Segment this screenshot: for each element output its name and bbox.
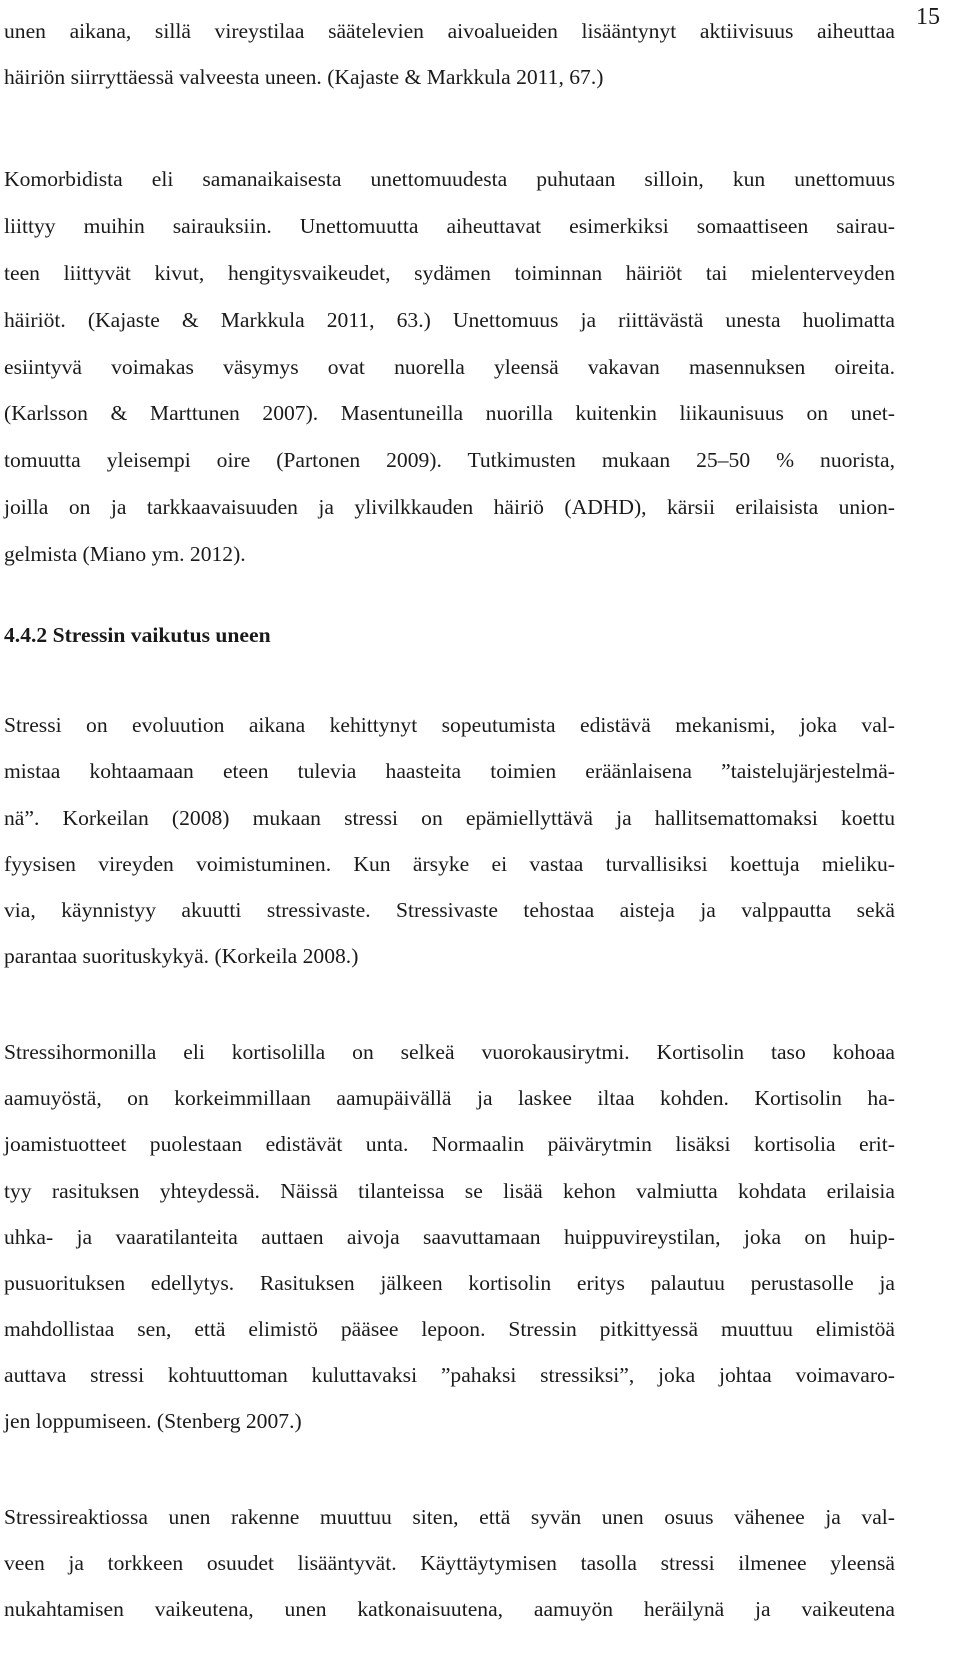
body-line: esiintyvä voimakas väsymys ovat nuorella yleensä vakavan masennuksen oireita. [4, 355, 895, 379]
body-line: auttava stressi kohtuuttoman kuluttavaksi ”pahaksi stressiksi”, joka johtaa voimavaro- [4, 1363, 895, 1387]
body-line: gelmista (Miano ym. 2012). [4, 542, 246, 566]
body-line: Stressireaktiossa unen rakenne muuttuu siten, että syvän unen osuus vähenee ja val- [4, 1505, 895, 1529]
body-line: uhka- ja vaaratilanteita auttaen aivoja saavuttamaan huippuvireystilan, joka on huip- [4, 1225, 895, 1249]
body-line: nä”. Korkeilan (2008) mukaan stressi on epämiellyttävä ja hallitsemattomaksi koettu [4, 806, 895, 830]
body-line: parantaa suorituskykyä. (Korkeila 2008.) [4, 944, 359, 968]
body-line: Stressihormonilla eli kortisolilla on selkeä vuorokausirytmi. Kortisolin taso kohoaa [4, 1040, 895, 1064]
body-line: teen liittyvät kivut, hengitysvaikeudet, sydämen toiminnan häiriöt tai mielenterveyden [4, 261, 895, 285]
body-line: häiriön siirryttäessä valveesta uneen. (Kajaste & Markkula 2011, 67.) [4, 65, 604, 89]
body-line: tyy rasituksen yhteydessä. Näissä tilanteissa se lisää kehon valmiutta kohdata erilaisia [4, 1179, 895, 1203]
body-line: tomuutta yleisempi oire (Partonen 2009). Tutkimusten mukaan 25–50 % nuorista, [4, 448, 895, 472]
body-line: liittyy muihin sairauksiin. Unettomuutta aiheuttavat esimerkiksi somaattiseen sairau- [4, 214, 895, 238]
body-line: jen loppumiseen. (Stenberg 2007.) [4, 1409, 302, 1433]
body-line: aamuyöstä, on korkeimmillaan aamupäivällä ja laskee iltaa kohden. Kortisolin ha- [4, 1086, 895, 1110]
section-heading: 4.4.2 Stressin vaikutus uneen [4, 623, 271, 647]
body-line: Stressi on evoluution aikana kehittynyt sopeutumista edistävä mekanismi, joka val- [4, 713, 895, 737]
body-line: Komorbidista eli samanaikaisesta unettomuudesta puhutaan silloin, kun unettomuus [4, 167, 895, 191]
body-line: joilla on ja tarkkaavaisuuden ja ylivilkkauden häiriö (ADHD), kärsii erilaisista union- [4, 495, 895, 519]
body-line: via, käynnistyy akuutti stressivaste. Stressivaste tehostaa aisteja ja valppautta sekä [4, 898, 895, 922]
page-number: 15 [916, 4, 940, 30]
body-line: veen ja torkkeen osuudet lisääntyvät. Käyttäytymisen tasolla stressi ilmenee yleensä [4, 1551, 895, 1575]
body-line: pusuorituksen edellytys. Rasituksen jälkeen kortisolin eritys palautuu perustasolle ja [4, 1271, 895, 1295]
body-line: mahdollistaa sen, että elimistö pääsee lepoon. Stressin pitkittyessä muuttuu elimistöä [4, 1317, 895, 1341]
body-line: unen aikana, sillä vireystilaa säätelevien aivoalueiden lisääntynyt aktiivisuus aiheuttaa [4, 19, 895, 43]
body-line: nukahtamisen vaikeutena, unen katkonaisuutena, aamuyön heräilynä ja vaikeutena [4, 1597, 895, 1621]
body-line: häiriöt. (Kajaste & Markkula 2011, 63.) Unettomuus ja riittävästä unesta huolimatta [4, 308, 895, 332]
body-line: fyysisen vireyden voimistuminen. Kun ärsyke ei vastaa turvallisiksi koettuja mieliku- [4, 852, 895, 876]
body-line: (Karlsson & Marttunen 2007). Masentuneilla nuorilla kuitenkin liikaunisuus on unet- [4, 401, 895, 425]
body-line: mistaa kohtaamaan eteen tulevia haasteita toimien eräänlaisena ”taistelujärjestelmä- [4, 759, 895, 783]
body-line: joamistuotteet puolestaan edistävät unta. Normaalin päivärytmin lisäksi kortisolia erit- [4, 1132, 895, 1156]
